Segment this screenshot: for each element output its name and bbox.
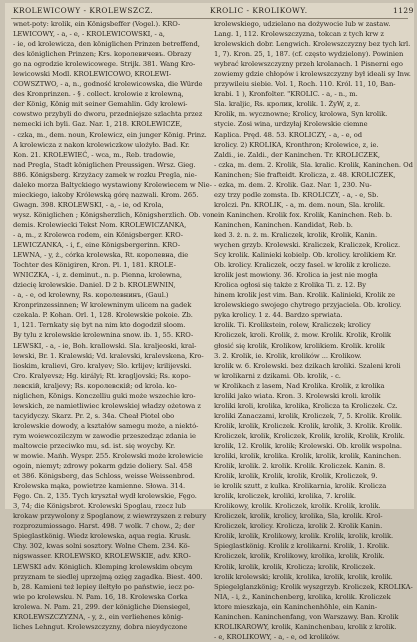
left-column-line: wysz. Königlichen ; Königsherzlich, Königsherzlich. Ob. von — [13, 210, 215, 219]
right-column-line: Kaninchen; Sie frafteidt. Krolicza, z. 48. KROLICZEK, — [214, 170, 396, 179]
left-column-line: w mowie. Mańh. Wyspr. 255. Krolewski może krolewicie — [13, 452, 203, 461]
right-column-line: krolczi. Pn. KROLIK, - a, m. dem. noun, Sla. krolik. — [214, 200, 385, 209]
right-column-line: ked 3. ż. n. ż. m. Kraliczek, krolik, Krolik, Kanin. — [214, 230, 378, 239]
left-column-line: COWSZTWO, - a, n., godność krolewicowska, die Würde — [13, 80, 203, 89]
right-column-line: krolik, kroliczek, kroliki, krolika, 7. krolik. — [214, 492, 357, 501]
right-column-line: krolik krolewski; krolik, krolika, krolik, krolik, krolik. — [214, 572, 393, 581]
right-column-line: NIA, - i, ż., Kaninchenberg, krolika, krolik. Kroliczek — [214, 592, 391, 601]
right-column — [214, 19, 413, 641]
right-column-line: krolicy. 2) KROLIKA, Kronthron; Krolewice, z, ie. — [214, 140, 379, 149]
right-column-line: krolik jest mowiony. 36. Krolica ia jest nie mogła — [214, 271, 378, 280]
left-column — [13, 19, 215, 631]
left-column-line: dziecię krolewskie. Daniel. D 2 b. KROLEWNIN, — [13, 281, 176, 290]
right-column-line: Sla. kraljic, Rs. кролик, krolik. 1. ŻyW, z, z. — [214, 100, 361, 109]
right-column-line: krolewskiego, udzielano na dożywocie lub w zastaw. — [214, 20, 391, 28]
left-column-line: - ie, od krolewicza, den königlichen Prinzen betreffend, — [13, 40, 200, 49]
left-column-line: Kon. 21. KROLEWIEĆ, - wca, m., Reb. tradowie, — [13, 150, 176, 159]
left-column-line: rozprozumiossago. Harst. 498. 7 wolk. 7 chow., 2; der — [13, 522, 195, 531]
left-column-line: krolewa. N. Pam. 21, 299. der königliche Diensiegel, — [13, 602, 191, 611]
left-column-line: Spieglastkönig. Wiedz krolewska, aqua regia. Krusk. — [13, 532, 191, 541]
right-column-line: kroliki, krolik, krolika. Krolik, krolik, krolik, Kaninchen. — [214, 452, 402, 461]
right-column-line: przywileiu siebie. Vol. 1, Roch. 110. Król. 11, 10, Ban- — [214, 80, 396, 89]
right-column-line: Krolik, krolik, Krolikowy, krolik. Krolik, krolik, krolik. — [214, 532, 394, 541]
right-column-line: Zaldi., ie. Zaldi., der Kaninchen. Tr. KROLICZEK, — [214, 150, 381, 159]
left-column-line: lewicowski Modl. KROLEWICOWO, KROLEWI- — [13, 70, 172, 79]
left-column-line: A krolewicza z nakon krolewiczkow ulożyło. Bad. Kr. — [13, 140, 190, 149]
left-column-line: niglichen, Königs. Konczelliu guki może wszechie kro- — [13, 391, 196, 400]
left-column-line: LEWSKI, - a, - ie, Boh. krallowski. Sla. kraljeoski, kral- — [13, 341, 197, 350]
right-column-line: krolewskiego swojego chytrego przyjaciela. Ob. krolicy. — [214, 301, 402, 310]
right-column-line: Krolica ogłosi się także z Krolika Ti. z. 12. By — [214, 281, 366, 290]
left-column-line: Tochter des Königiren, Kron. Pl. 1, 181. KROLE- — [13, 261, 176, 270]
left-column-line: rym woiewcozilczym w zawodie przeszedząc zdania ie — [13, 431, 196, 440]
left-column-line: 886. Königsberg. Krzyżacy zamek w rozku Pregla, nie- — [13, 170, 197, 179]
right-column-line: krolik, 12. Krolik, krolik; Krolewski. Ob. krolik wspolna. — [214, 441, 402, 450]
left-column-line: des königlichen Prinzen; Krs. kopoлевичевъ. Obrazy — [13, 50, 192, 59]
left-column-line: liches Lehngut. Krolewszczyzny, dobra nieydyczone — [13, 622, 188, 631]
left-column-line: go na ogrodzie krolewicowege. Strijk. 381. Wang Kro- — [13, 60, 196, 69]
right-column-line: krabi. 1 ), Kronfolter. "KROLIC. - a, - n., m. — [214, 90, 358, 99]
header-center: KROLIC - KROLIKOWY. — [210, 6, 308, 15]
right-column-line: Krolik, krolik, Kroliczek. Krolik, krolik, 3. Krolik. Krolik. — [214, 421, 403, 430]
right-column-line: kroliki Zanaczami, krolik, Kroliczek, 7, 5. Krolik. Krolik. — [214, 411, 402, 420]
left-column-line: lioskim, kralievi, Gro. kralyev; Slo. krlijev; krilijevski. — [13, 361, 192, 370]
right-column-line: Kroliczek, krolik, Kroliczek, Krolik, krolik, Krolik, Krolik. — [214, 431, 405, 440]
right-column-line: ezy trzy podle zomsta. Ib. KROLICZY, - a, - e, Sb. — [214, 190, 379, 199]
right-column-line: stycie. Zosi wina, urdzyłaj Krolewskie ciemne — [214, 120, 368, 129]
right-column-line: ein Kaninchen. Krolik fox. Krolik, Kaninchen. Reb. b. — [214, 210, 393, 219]
right-column-line: hinem krolik jest vim. Ban. Krolik. Kalinieki, Krolik ze — [214, 291, 396, 300]
page-number: 1129 — [393, 6, 414, 15]
left-column-line: czekala. P. Kohan. Orl. 1, 128. Krolewskie pokoie. Zb. — [13, 311, 193, 320]
right-column-line: Kroliczek, krolik, Krolikowy, krolika, krolik, Krolik. — [214, 552, 385, 561]
left-column-line: - czka, m., dem. noun, Krolewicz, ein junger König. Prinz. — [13, 130, 207, 139]
right-column-line: wybrać krolewszczyzny przeh krolanach. 1 Pisnerni ego — [214, 60, 403, 69]
right-column-line: Kroliczek, krolicy. Krolicza, krolik 2. Krolik Kanin. — [214, 522, 383, 531]
left-column-line: wie po krolewsku. N. Pam. 16, 18. Krolewska Corka — [13, 592, 188, 601]
right-column-line: krolewskich dobr. Lengwich. Krolewszczyzny bez tych krl. — [214, 40, 411, 49]
right-column-line: kroliki kroli, krolika, krolika, Krolicza ta Kroliczek. Cz. — [214, 401, 398, 410]
left-column-line: krolewskie dowody, a kształów samegu może, a niektó- — [13, 421, 199, 430]
left-column-line: WNICZKA, - i, z. deminut., n. p. Pienna, krolewna, — [13, 271, 183, 280]
right-column-line: krolik w. 6. Krolewski. bez dzikach kroliki. Szaleni kroli — [214, 361, 401, 370]
left-column-line: des Kronprinzen. - § . collect. krolowie z krolewną, — [13, 90, 184, 99]
right-column-line: - e, KROLIKOWY, - a, - e, od krolików. — [214, 632, 340, 641]
left-column-line: Gwagn. 398. KROLEWSKI, - a, - ie, od Krola, — [13, 200, 164, 209]
left-column-line: LEWICOWY, - a, - e, - KROLEWICOWSKI, - a, — [13, 30, 165, 39]
right-column-line: - czka, m. dem. 2. Krolik, Sla. kralic. Krolik, Kaninchen. Od — [214, 160, 413, 169]
left-column-line: wnet-poty: krolik, ein Königsbeffer (Vogel.). KRO- — [13, 20, 181, 28]
right-column-line: Kroliczek, krolik, krolicy, krolika, Sla, krolik. Krol- — [214, 512, 383, 521]
right-column-line: w Krolikach z lasem, Nad Krolika. Krolik, z krolika — [214, 381, 385, 390]
left-column-line: By tylu z krolewskie krolewnina snow. ib. 1, 55. KRO- — [13, 331, 194, 340]
left-column-line: Cro. Kralyevsz; Hg. királyi; Rt. kragljovski; Rs. корo- — [13, 371, 191, 380]
left-column-line: tacyidyczy. Skarz. Pr. 2, s. 34a. Cheał Piotel obo — [13, 411, 175, 420]
left-column-line: 3, 74; die Königsbrot. Krolewski Spoglau, rzecz lub — [13, 502, 186, 511]
left-column-line: - a, m., z Krolewca rodem, ein Königsberger. KRO- — [13, 230, 184, 239]
right-column-line: ktore mieszkaja, ein Kaninchenhöhle, ein Kanin- — [214, 602, 378, 611]
right-column-line: Krolikowy, krolik. Kroliczek, krolik. Krolik, krolik. — [214, 502, 381, 511]
left-column-line: LEWSKI adv. Königlich. Klemping krolewskim obcym — [13, 562, 193, 571]
left-column-line: LEWICZANKA, - i, f., eine Königsbergerinn. KRO- — [13, 241, 181, 250]
right-column-line: - ezka, m. dem. 2. Krolik. Gaz. Nar. 1, 230. Nu- — [214, 180, 372, 189]
right-column-line: Krolik, krolik, Krolik, krolik, Krolik, Kroliczek, 9. — [214, 472, 378, 481]
left-column-line: ogoin, niemyt; zdrowy pokarm gdzie doliery. Sal. 458 — [13, 462, 193, 471]
left-column-line: demis. Krolewiecki Tekst Nom. KROLEWICZANKA, — [13, 220, 187, 229]
right-column-line: pyka krolicy. 1 z. 44. Bardzo sprwiata. — [214, 311, 343, 320]
left-column-line: 1, 121. Ternkaty się byt na nim kto dogodził sloom. — [13, 321, 186, 330]
right-column-line: KROLIKAROWY, krolik, Kaninchenbau, krolik z krolik. — [214, 622, 397, 631]
right-column-line: ie krolik szutt, z kulka. Krolikarnia, krolik. Krolicza — [214, 482, 387, 491]
right-column-line: Lang. 1, 112. Krolewszczyzna, tokcan z tych krw z — [214, 30, 384, 39]
right-column-line: zowiemy gdzie chłopów i krolewszczyzny był ideali sy Inw. — [214, 70, 411, 79]
right-column-line: Spieglastkönig. Krolik z krolikarni. Krolik, 1. Krolik. — [214, 542, 390, 551]
left-column-line: daleko morza Baltyckiego wystawiony Krolewiecem w Nie- — [13, 180, 212, 189]
left-column-line: - a, - e, od krolewny, Rs. корoлевнинъ, (Gaul.) — [13, 291, 169, 300]
right-column-line: Kaninchen. Kaninchenfang, von Warszawy. Ban. Krolik — [214, 612, 399, 621]
left-column-line: KROLEWSZCZYZNA, - y, ż., ein verliehenes könig- — [13, 612, 184, 621]
right-column-line: Scy krolik. Kalinieki kobielp. Ob. krolicy. krolikiem Kr. — [214, 251, 397, 260]
right-column-line: 3. 2. Krolik, ie. Krolik, krolików ... Krolikow. — [214, 351, 362, 360]
left-column-line: Fęgo. Cn. 2, 135. Tych kryształ wydł krolewskie, Fęgo. — [13, 492, 197, 501]
left-column-line: LEWNA, - y, ż., córka krolewska, Rt. корoлевна, die — [13, 251, 189, 260]
right-column-line: krolik. Ti. Krolikstein, rolew, Kraliczek; krolicy — [214, 321, 371, 330]
left-column-line: nemecki ich byli. Gaz. Nar. 1, 218. KROLEWICZE, — [13, 120, 183, 129]
right-column-line: wychen grzyb. Krolewski. Kraliczek, Kraliczek, Krolicz. — [214, 241, 401, 250]
left-column-line: krokaw przywolony z Spoglanow, z wiewrzyszen z rebury — [13, 512, 207, 521]
right-column-line: 1, 7). Kron. 25, 1, 187. (cf. często wydzielony). Powinien — [214, 50, 404, 59]
left-column-line: et 386. Königsberg, das Schloss, weisse Weissenbrod. — [13, 472, 195, 481]
right-column-line: głosić się krolik, Krolikow, krolikiem. Krolik. krolik — [214, 341, 385, 350]
left-column-line: lewskich, ze namietliwiec krolewskiej władzy ożetowa z — [13, 401, 201, 410]
left-column-line: mieckiego, iakoby Królewską górę nazwali. Krom. 265. — [13, 190, 199, 199]
left-column-line: lewski, Br. 1. Kralewski; Vd. kralevski, kralevskena, Kro- — [13, 351, 204, 360]
right-column-line: Krolik, krolik. 2. krolik. Krolik. Kroliczek. Kanin. 8. — [214, 462, 386, 471]
left-column-line: przyznam te siedlej uprzejmą ozięg zagadka. Biest. 400. — [13, 572, 203, 581]
left-column-line: левскiй, kraljevy; Rs. корoлевскiй; od krola. ko- — [13, 381, 177, 390]
right-column-line: Krolik, m. wycznowne; Krolicy, krolowa, Syn krolik. — [214, 110, 388, 119]
left-column-line: nigswasser. KROLEWSKO, KROLEWSKIE, adv. KRO- — [13, 552, 191, 561]
left-column-line: maltowcie przeciwko mu, sd. ist. się woycby. Kr. — [13, 441, 176, 450]
right-column-line: Kroliczek, kroli. Krolik, ż. mow. Krolik. Krolik, Krolik — [214, 331, 391, 340]
left-column-line: Krolewska mąka, powietrze kamienne. Słowa. 314. — [13, 482, 186, 491]
header-left: KROLEWICOWY - KROLEWSZCZ. — [13, 6, 154, 15]
right-column-line: Spiegelglanzkönig; Krolik wyszgrzyb. Kroliczek, KROLIKA- — [214, 582, 413, 591]
dictionary-page — [5, 3, 414, 641]
right-column-line: Krolik, krolik, krolik, Krolicza; krolik, Kroliczek. — [214, 562, 376, 571]
left-column-line: b, 28. Kamieni też lepiey ilełtyło po państwie, iecz po- — [13, 582, 195, 591]
right-column-line: w krolikarni z dzikami. Ob. krolik, - c. — [214, 371, 341, 380]
right-column-line: kroliki jako wiata. Kron. 3. Krolewski kroli. krolik — [214, 391, 381, 400]
left-column-line: der König, König mit seiner Gemahlin. Gdy krolewi- — [13, 100, 188, 109]
right-column-line: Kaninchen, Kaninchen. Kandidat, Reb. b. — [214, 220, 353, 229]
right-column-line: Kaplica. Pręd. 48. 53. KROLICZY, - a, - e, od — [214, 130, 363, 139]
left-column-line: cowstwo przybyli do dworu, przedniejsze szlachta przez — [13, 110, 203, 119]
left-column-line: nad Pregla, Stadt königlichen Preussigen. Wrsz. Gieg. — [13, 160, 196, 169]
left-column-line: Chy. 302, kwas solni sosztory. Wolne Chem. 234. Kö- — [13, 542, 190, 551]
left-column-line: Kronprinzessinnen; W krolewninym ulicem na gadek — [13, 301, 192, 310]
right-column-line: Ob. krolicy. Kraliczek, oczy fasel. w krolik z krolicze. — [214, 261, 391, 270]
